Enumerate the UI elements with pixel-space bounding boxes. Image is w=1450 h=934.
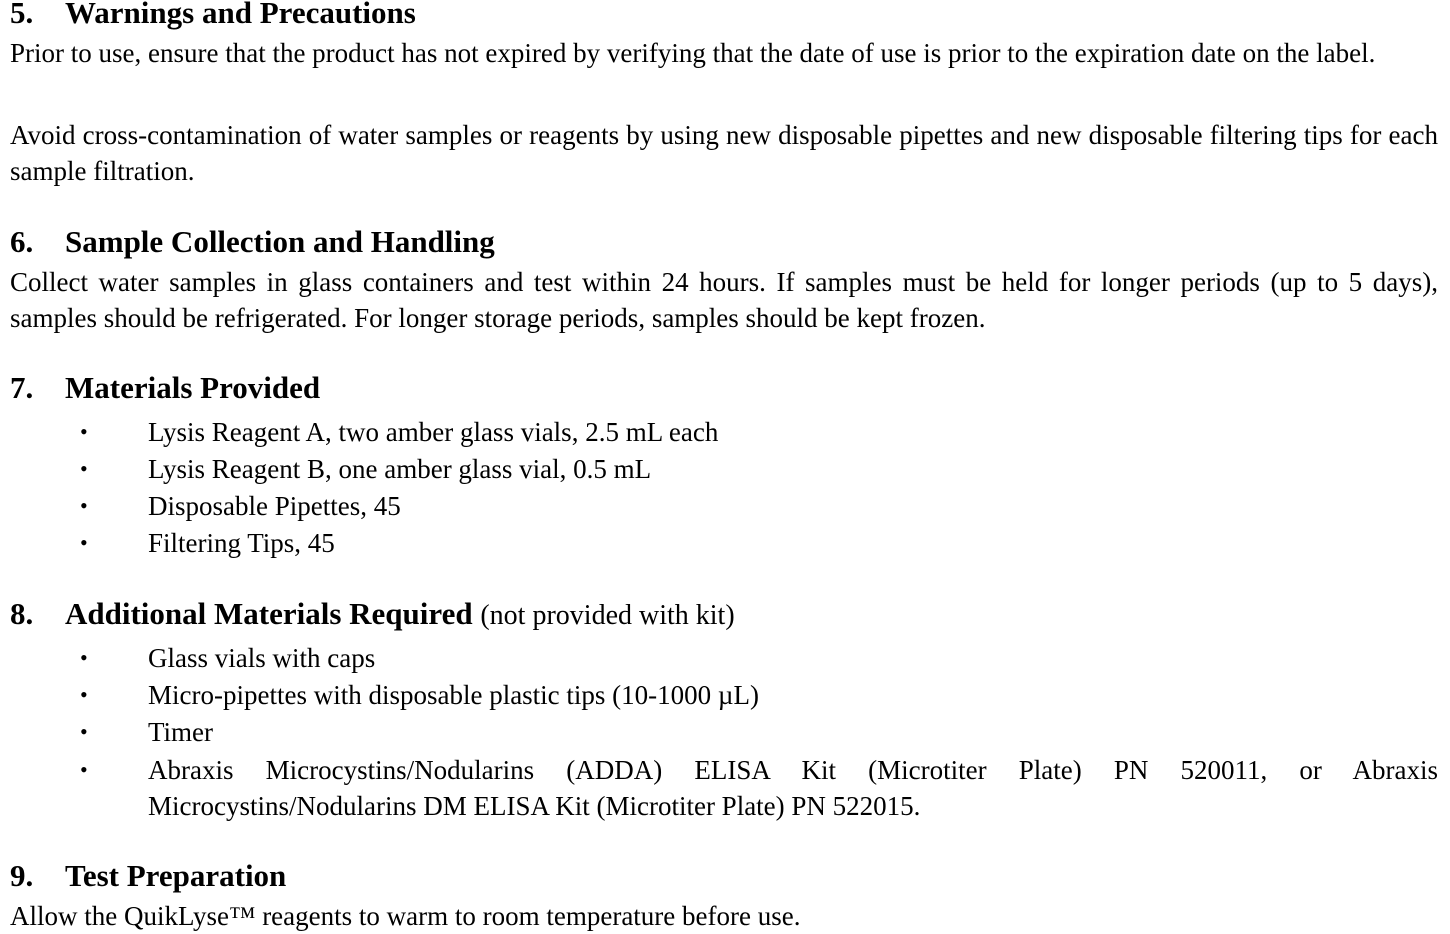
section-5-paragraph-1: Prior to use, ensure that the product has not expired by verifying that the date of use is prior to the expiration date on the label. [10, 38, 1376, 68]
section-number: 8. [10, 596, 34, 631]
bullet-icon: • [80, 456, 88, 481]
list-item-text: Timer [148, 717, 214, 747]
bullet-icon: • [80, 419, 88, 444]
list-item-text: Micro-pipettes with disposable plastic tips (10-1000 µL) [148, 680, 759, 710]
section-title: Sample Collection and Handling [65, 224, 495, 259]
list-item-text: Abraxis Microcystins/Nodularins (ADDA) ELISA Kit (Microtiter Plate) PN 520011, or Abraxis Microcystins/Nodularins DM ELISA Kit (Microtiter Plate) PN 522015. [148, 755, 1438, 821]
bullet-icon: • [80, 493, 88, 518]
section-5-heading [10, 0, 416, 31]
section-number: 7. [10, 370, 34, 405]
list-item-text: Disposable Pipettes, 45 [148, 491, 401, 521]
section-number: 9. [10, 858, 34, 893]
section-title: Materials Provided [65, 370, 321, 405]
section-7-heading [10, 370, 320, 406]
section-9-heading [10, 858, 286, 894]
section-5-paragraph-2: Avoid cross-contamination of water samples or reagents by using new disposable pipettes and new disposable filtering tips for each sample filtration. [10, 120, 1438, 186]
section-title: Test Preparation [65, 858, 287, 893]
section-number: 6. [10, 224, 34, 259]
section-note: (not provided with kit) [480, 600, 735, 631]
section-number: 5. [10, 0, 34, 30]
list-item-text: Lysis Reagent A, two amber glass vials, 2.5 mL each [148, 417, 719, 447]
section-9-paragraph-1: Allow the QuikLyse™ reagents to warm to room temperature before use. [10, 901, 801, 931]
bullet-icon: • [80, 719, 88, 744]
section-title: Warnings and Precautions [65, 0, 416, 30]
bullet-icon: • [80, 530, 88, 555]
section-6-paragraph-1: Collect water samples in glass containers and test within 24 hours. If samples must be held for longer periods (up to 5 days), samples should be refrigerated. For longer storage periods, samples should be kept frozen. [10, 267, 1438, 333]
section-title: Additional Materials Required [65, 596, 473, 631]
list-item-text: Filtering Tips, 45 [148, 528, 335, 558]
bullet-icon: • [80, 682, 88, 707]
section-6-heading [10, 224, 495, 260]
bullet-icon: • [80, 757, 88, 782]
bullet-icon: • [80, 645, 88, 670]
list-item-text: Glass vials with caps [148, 643, 376, 673]
section-8-heading [10, 596, 735, 634]
list-item-text: Lysis Reagent B, one amber glass vial, 0.5 mL [148, 454, 652, 484]
